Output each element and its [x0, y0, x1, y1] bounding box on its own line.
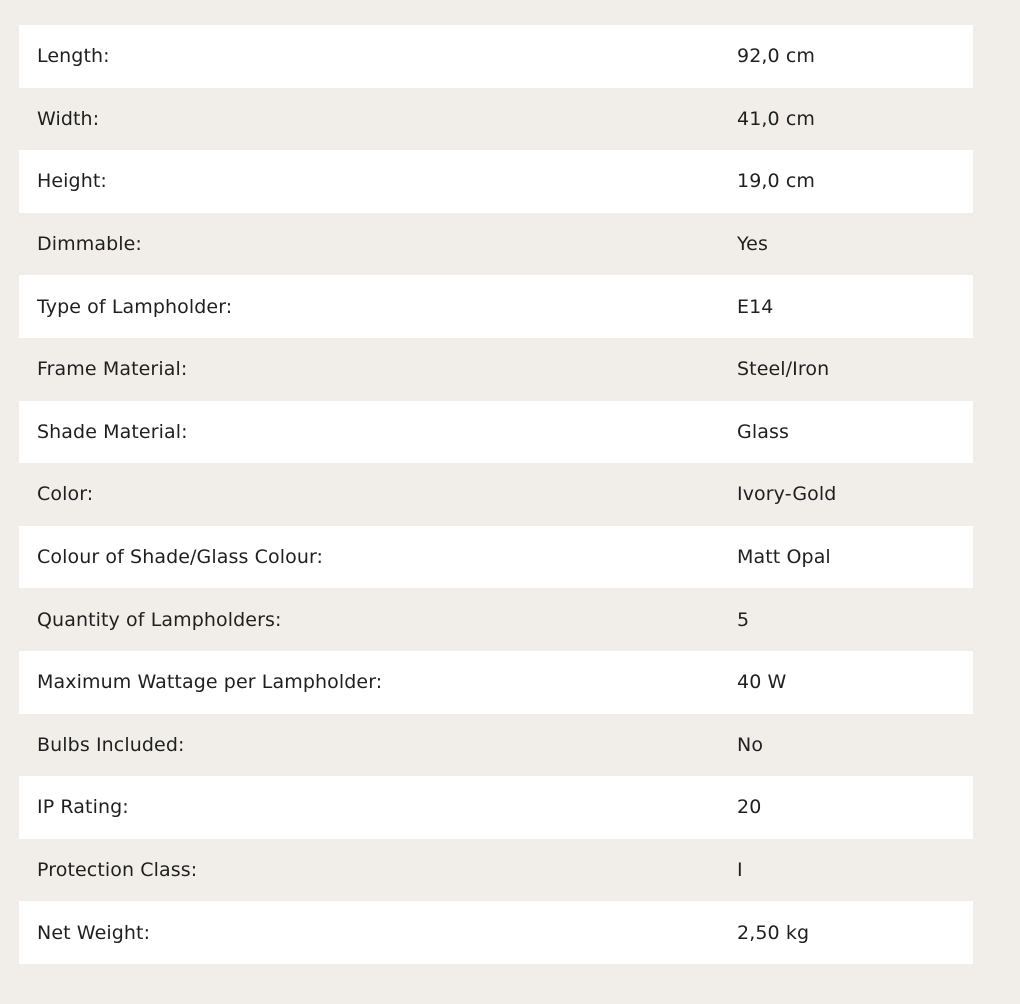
- spec-value: 41,0 cm: [737, 107, 815, 130]
- spec-value: No: [737, 733, 764, 756]
- spec-row-lampholder-quantity: [19, 588, 973, 651]
- spec-value: Yes: [737, 233, 768, 256]
- spec-label: Quantity of Lampholders:: [37, 608, 282, 631]
- spec-label: Width:: [37, 107, 100, 130]
- spec-value: Matt Opal: [737, 546, 831, 569]
- spec-label: Length:: [37, 45, 110, 68]
- spec-label: Color:: [37, 483, 94, 506]
- spec-label: Protection Class:: [37, 859, 198, 882]
- spec-label: Dimmable:: [37, 233, 142, 256]
- spec-row-max-wattage: [19, 651, 973, 714]
- spec-value: Steel/Iron: [737, 358, 830, 381]
- spec-label: Bulbs Included:: [37, 733, 185, 756]
- spec-row-ip-rating: [19, 776, 973, 839]
- spec-label: IP Rating:: [37, 796, 129, 819]
- spec-row-frame-material: [19, 338, 973, 401]
- spec-value: Ivory-Gold: [737, 483, 837, 506]
- spec-value: 40 W: [737, 671, 787, 694]
- spec-label: Maximum Wattage per Lampholder:: [37, 671, 383, 694]
- spec-label: Colour of Shade/Glass Colour:: [37, 546, 324, 569]
- spec-value: I: [737, 859, 743, 882]
- spec-row-net-weight: [19, 901, 973, 964]
- spec-row-bulbs-included: [19, 714, 973, 777]
- spec-row-width: [19, 88, 973, 151]
- spec-value: 19,0 cm: [737, 170, 815, 193]
- spec-label: Net Weight:: [37, 921, 151, 944]
- spec-value: 5: [737, 608, 750, 631]
- spec-row-lampholder-type: [19, 275, 973, 338]
- spec-label: Frame Material:: [37, 358, 188, 381]
- spec-value: 92,0 cm: [737, 45, 815, 68]
- spec-row-dimmable: [19, 213, 973, 276]
- spec-row-shade-material: [19, 401, 973, 464]
- spec-row-color: [19, 463, 973, 526]
- spec-row-protection-class: [19, 839, 973, 902]
- spec-value: 20: [737, 796, 762, 819]
- spec-row-length: [19, 25, 973, 88]
- spec-row-shade-colour: [19, 526, 973, 589]
- spec-label: Type of Lampholder:: [37, 295, 233, 318]
- spec-row-height: [19, 150, 973, 213]
- spec-value: Glass: [737, 420, 789, 443]
- spec-label: Shade Material:: [37, 420, 188, 443]
- spec-label: Height:: [37, 170, 107, 193]
- spec-table: [19, 25, 973, 964]
- spec-value: 2,50 kg: [737, 921, 810, 944]
- spec-value: E14: [737, 295, 774, 318]
